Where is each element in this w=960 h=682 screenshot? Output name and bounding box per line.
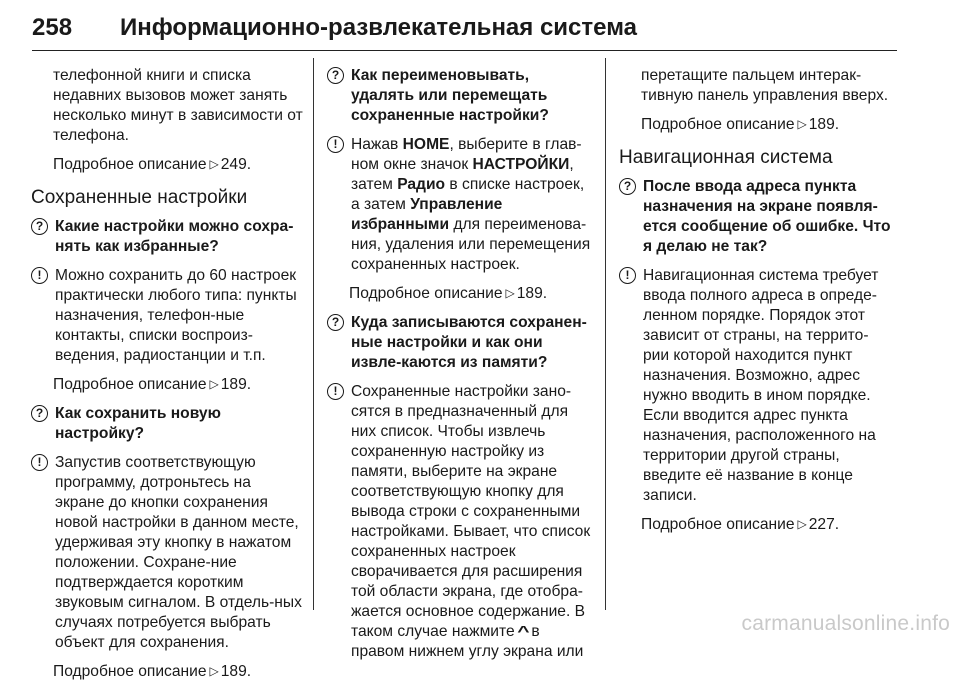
- page-reference-arrow-icon: ▷: [797, 517, 807, 531]
- question-item: [327, 313, 595, 373]
- answer-item: [31, 266, 303, 366]
- question-text: После ввода адреса пункта назначения на экране появля-ется сообщение об ошибке. Что я делаю не так?: [643, 178, 891, 255]
- reference-label: Подробное описание: [641, 516, 795, 533]
- section-heading: Навигационная система: [619, 147, 833, 168]
- answer-fragment: , выберите в глав-ном окне значок: [351, 136, 582, 173]
- question-circle-icon: ?: [327, 67, 344, 84]
- reference-line: [327, 284, 595, 304]
- manage-favourites-label: Управление избранными: [351, 196, 503, 233]
- reference-page[interactable]: 249.: [220, 156, 252, 173]
- question-item: [31, 404, 303, 444]
- reference-page[interactable]: 227.: [808, 516, 840, 533]
- question-text: Как переименовывать, удалять или перемещать сохраненные настройки?: [351, 67, 549, 124]
- home-button-label: HOME: [402, 136, 450, 153]
- reference-line: [31, 662, 303, 682]
- exclamation-circle-icon: !: [31, 454, 48, 471]
- reference-label: Подробное описание: [53, 376, 207, 393]
- answer-fragment: в списке настроек, а затем: [351, 176, 585, 213]
- reference-line: [619, 515, 891, 535]
- question-item: [31, 217, 303, 257]
- answer-text: [351, 135, 595, 275]
- reference-page[interactable]: 189.: [220, 376, 252, 393]
- column-1: [31, 66, 303, 682]
- answer-fragment: в правом нижнем углу экрана или: [351, 623, 584, 660]
- reference-line: [619, 115, 891, 135]
- question-circle-icon: ?: [31, 405, 48, 422]
- exclamation-circle-icon: !: [619, 267, 636, 284]
- page-reference-arrow-icon: ▷: [505, 286, 515, 300]
- column-divider: [313, 58, 314, 610]
- question-text: Куда записываются сохранен-ные настройки и как они извле-каются из памяти?: [351, 314, 587, 371]
- page-reference-arrow-icon: ▷: [797, 117, 807, 131]
- reference-label: Подробное описание: [53, 156, 207, 173]
- page-reference-arrow-icon: ▷: [209, 664, 219, 678]
- answer-item: [31, 453, 303, 653]
- settings-label: НАСТРОЙКИ: [472, 156, 570, 173]
- question-circle-icon: ?: [327, 314, 344, 331]
- reference-line: [31, 155, 303, 175]
- reference-page[interactable]: 189.: [220, 663, 252, 680]
- answer-text: [351, 382, 595, 662]
- page-header: [32, 6, 897, 51]
- question-item: [619, 177, 891, 257]
- answer-item: [327, 382, 595, 662]
- answer-fragment: , затем: [351, 156, 574, 193]
- answer-item: [327, 135, 595, 275]
- question-text: Как сохранить новую настройку?: [55, 405, 221, 442]
- watermark: carmanualsonline.info: [741, 612, 950, 635]
- column-2: [327, 66, 595, 662]
- reference-label: Подробное описание: [53, 663, 207, 680]
- reference-page[interactable]: 189.: [808, 116, 840, 133]
- reference-label: Подробное описание: [641, 116, 795, 133]
- question-item: [327, 66, 595, 126]
- reference-label: Подробное описание: [349, 285, 503, 302]
- answer-fragment: Сохраненные настройки зано-сятся в предназначенный для них список. Чтобы извлечь сохраненную настройку из памяти, выберите на экране соответствующую кнопку для вывода строки с сохраненными настройками. Бывает, что список сохраненных настроек сворачивается для расширения той области экрана, где отобра-жается основное содержание. В таком случае нажмите: [351, 383, 591, 640]
- answer-text: Можно сохранить до 60 настроек практически любого типа: пункты назначения, телефон-ные контакты, списки воспроиз-ведения, радиостанции и т.п.: [55, 267, 297, 364]
- section-heading: Сохраненные настройки: [31, 187, 248, 208]
- continued-text: перетащите пальцем интерак-тивную панель управления вверх.: [641, 67, 889, 104]
- answer-fragment: для переименова-ния, удаления или перемещения сохраненных настроек.: [351, 216, 591, 273]
- reference-page[interactable]: 189.: [516, 285, 548, 302]
- page-number: 258: [32, 14, 73, 41]
- reference-line: [31, 375, 303, 395]
- exclamation-circle-icon: !: [327, 383, 344, 400]
- page-reference-arrow-icon: ▷: [209, 157, 219, 171]
- chevron-up-icon: ^: [516, 623, 530, 640]
- page-reference-arrow-icon: ▷: [209, 377, 219, 391]
- column-divider: [605, 58, 606, 610]
- column-3: [619, 66, 891, 535]
- continued-text: телефонной книги и списка недавних вызовов может занять несколько минут в зависимости от телефона.: [53, 67, 303, 144]
- exclamation-circle-icon: !: [327, 136, 344, 153]
- exclamation-circle-icon: !: [31, 267, 48, 284]
- radio-label: Радио: [397, 176, 446, 193]
- answer-fragment: Нажав: [351, 136, 399, 153]
- answer-item: [619, 266, 891, 506]
- page-title: Информационно-развлекательная система: [120, 14, 637, 41]
- question-circle-icon: ?: [31, 218, 48, 235]
- question-text: Какие настройки можно сохра-нять как избранные?: [55, 218, 294, 255]
- question-circle-icon: ?: [619, 178, 636, 195]
- answer-text: Навигационная система требует ввода полного адреса в опреде-ленном порядке. Порядок этот зависит от страны, на террито-рии которой находится пункт назначения. Возможно, адрес нужно вводить в ином порядке. Если вводится адрес пункта назначения, расположенного на территории другой страны, введите её название в конце записи.: [643, 267, 879, 504]
- answer-text: Запустив соответствующую программу, дотроньтесь на экране до кнопки сохранения новой настройки в данном месте, удерживая эту кнопку в нажатом положении. Сохране-ние подтверждается коротким звуковым сигналом. В отдель-ных случаях потребуется выбрать объект для сохранения.: [55, 454, 302, 651]
